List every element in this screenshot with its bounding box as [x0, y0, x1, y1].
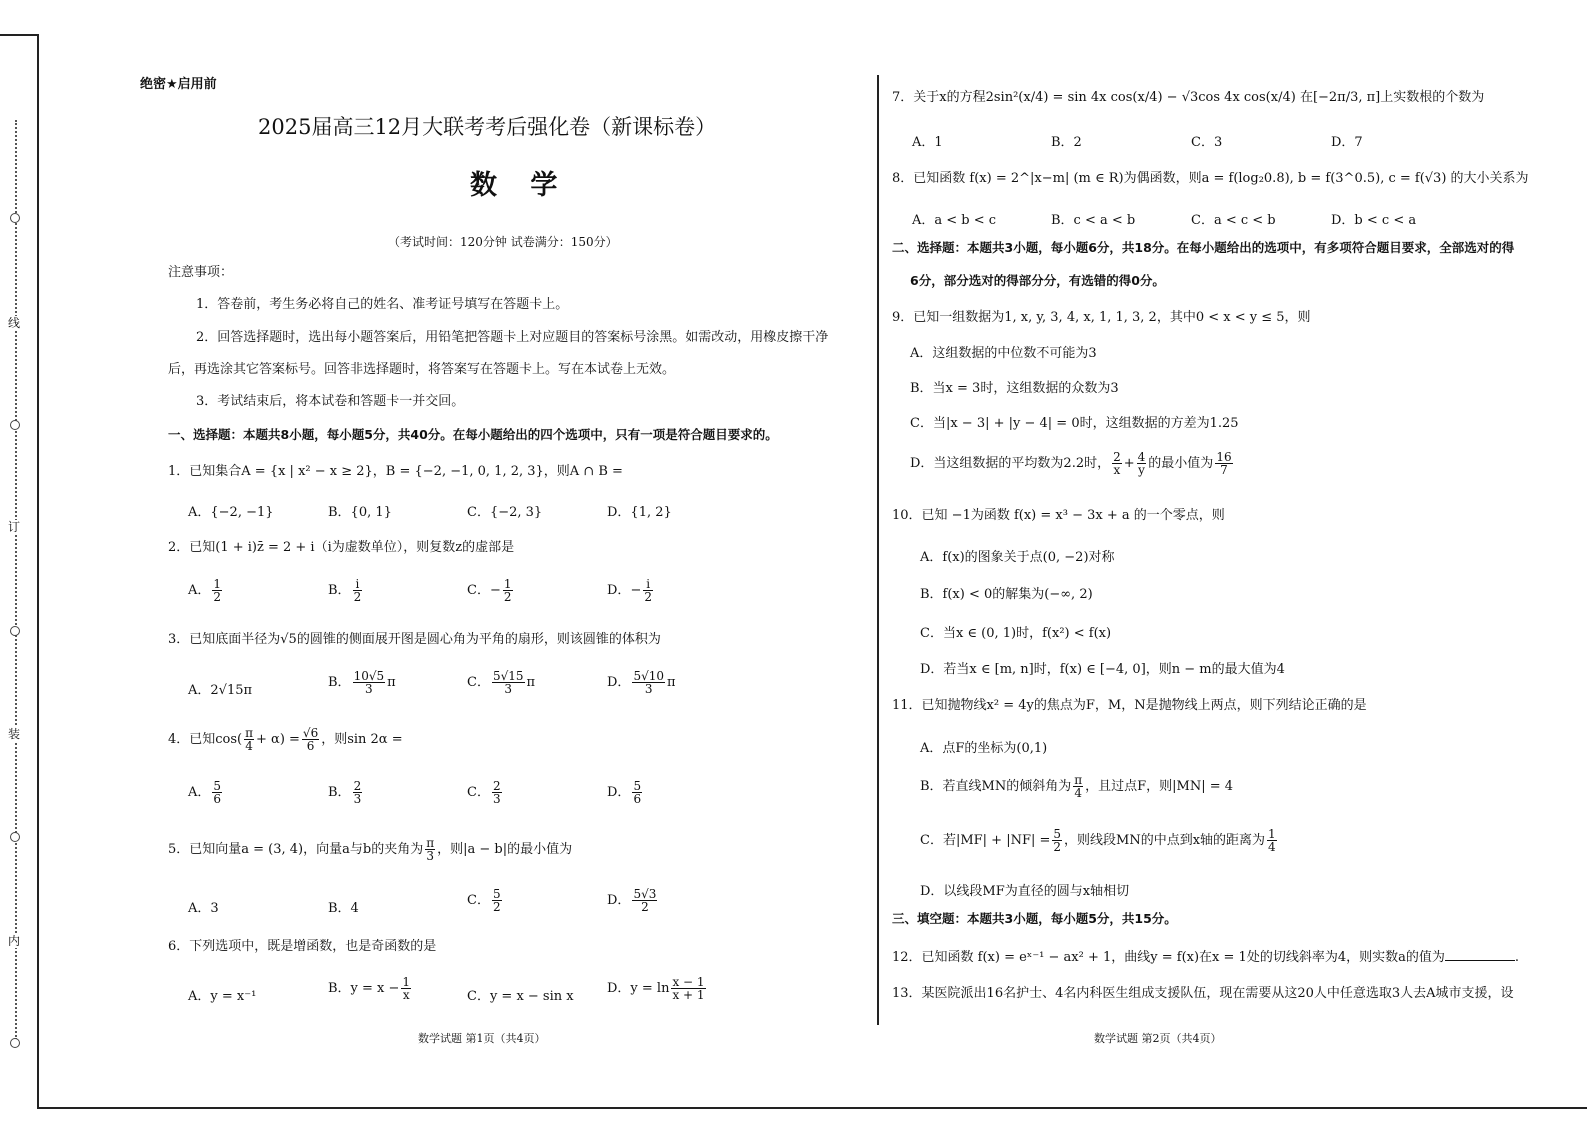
fraction-numerator: 1	[503, 577, 512, 591]
fraction-numerator: i	[643, 578, 653, 591]
q11-option-b	[920, 774, 1233, 799]
frame-bottom-line	[38, 1107, 1587, 1109]
q10-option-b: B．f(x) < 0的解集为(−∞, 2)	[920, 587, 1093, 602]
q2-option-d-label: D．	[607, 583, 631, 598]
exam-title: 2025届高三12月大联考考后强化卷（新课标卷）	[258, 115, 717, 139]
fraction-numerator: x − 1	[672, 975, 705, 989]
q3-option-c-label: C．	[467, 675, 490, 690]
fraction-denominator: 6	[306, 739, 315, 753]
section1-heading: 一、选择题：本题共8小题，每小题5分，共40分。在每小题给出的四个选项中，只有一项是符合题目要求的。	[168, 427, 778, 442]
binding-hole-circle	[10, 626, 20, 636]
fraction-numerator: √6	[302, 726, 319, 740]
fraction-denominator: 3	[504, 682, 513, 696]
fraction-numerator: 1	[213, 577, 222, 591]
fraction-numerator: 4	[1137, 450, 1146, 464]
q6-option-a: A．y = x⁻¹	[188, 989, 257, 1004]
fraction-numerator: 1	[402, 975, 411, 989]
note-item: 1．答卷前，考生务必将自己的姓名、准考证号填写在答题卡上。	[196, 297, 569, 312]
fraction-numerator: i	[353, 578, 363, 591]
q11-option-c	[920, 828, 1279, 853]
q4-option-a	[188, 780, 224, 805]
q7-stem: 7．关于x的方程2sin²(x/4) = sin 4x cos(x/4) − √3cos 4x cos(x/4) 在[−2π/3, π]上实数根的个数为	[892, 90, 1485, 105]
binding-hole-circle	[10, 213, 20, 223]
fraction	[1215, 451, 1232, 476]
fraction	[212, 780, 222, 805]
fraction-denominator: 2	[213, 590, 222, 604]
q8-option-c: C．a < c < b	[1191, 213, 1276, 228]
q4-option-c	[467, 780, 504, 805]
fraction	[302, 727, 319, 752]
page-footer-right: 数学试题 第2页（共4页）	[1094, 1032, 1222, 1045]
fraction-numerator: 5	[213, 779, 222, 793]
fraction-numerator: π	[1074, 773, 1083, 787]
fraction-numerator: 5√15	[492, 669, 524, 683]
fraction	[632, 670, 665, 695]
fraction	[1112, 451, 1122, 476]
q10-stem: 10．已知 −1为函数 f(x) = x³ − 3x + a 的一个零点，则	[892, 508, 1225, 523]
q8-stem: 8．已知函数 f(x) = 2^|x−m| (m ∈ R)为偶函数，则a = f(log₂0.8), b = f(3^0.5), c = f(√3) 的大小关系为	[892, 171, 1529, 186]
section2-heading-cont: 6分，部分选对的得部分分，有选错的得0分。	[910, 273, 1165, 288]
fraction-denominator: 2	[503, 590, 512, 604]
q3-option-a: A．2√15π	[188, 683, 253, 698]
fraction	[353, 670, 386, 695]
q4-option-c-label: C．	[467, 785, 490, 800]
q9-option-c: C．当|x − 3| + |y − 4| = 0时，这组数据的方差为1.25	[910, 416, 1239, 431]
q3-option-b	[328, 670, 396, 695]
q11-option-a: A．点F的坐标为(0,1)	[920, 741, 1048, 756]
fraction-denominator: 4	[1268, 840, 1276, 854]
fraction-numerator: 5√10	[633, 669, 664, 683]
fraction-denominator: x	[1113, 463, 1121, 477]
q4-option-b-label: B．	[328, 785, 351, 800]
fraction-numerator: 5	[633, 779, 642, 793]
q1-option-c: C．{−2, 3}	[467, 505, 543, 520]
q1-option-d: D．{1, 2}	[607, 505, 672, 520]
subject-title: 数 学	[470, 170, 570, 201]
q8-option-a: A．a < b < c	[912, 213, 997, 228]
fraction	[1137, 451, 1147, 476]
fraction-numerator: 2	[492, 779, 501, 793]
fraction-denominator: x + 1	[672, 988, 705, 1002]
q9-option-d-mid: 的最小值为	[1148, 456, 1214, 471]
fraction	[503, 578, 513, 603]
fraction-denominator: 2	[492, 900, 501, 914]
q2-option-a	[188, 578, 224, 603]
q5-option-b: B．4	[328, 901, 359, 916]
q5-option-c	[467, 888, 504, 913]
fraction-numerator: π	[245, 726, 254, 740]
q2-option-d-sign: −	[630, 583, 642, 598]
exam-info: （考试时间：120分钟 试卷满分：150分）	[388, 235, 618, 249]
q9-option-d-text: D．当这组数据的平均数为2.2时，	[910, 456, 1111, 471]
answer-blank[interactable]	[1445, 948, 1515, 961]
q4-option-a-label: A．	[188, 785, 211, 800]
q13-stem: 13．某医院派出16名护士、4名内科医生组成支援队伍，现在需要从这20人中任意选取3人去A城市支援，设	[892, 986, 1514, 1001]
q11-option-d: D．以线段MF为直径的圆与x轴相切	[920, 884, 1130, 899]
q4-option-b	[328, 780, 364, 805]
secret-label: 绝密★启用前	[140, 77, 217, 92]
fraction-denominator: 3	[353, 792, 362, 806]
fraction	[632, 888, 657, 913]
fraction-denominator: 2	[1053, 840, 1062, 854]
q9-option-a: A．这组数据的中位数不可能为3	[910, 346, 1097, 361]
fraction-denominator: 4	[1074, 786, 1083, 800]
fraction-denominator: 2	[641, 900, 649, 914]
q6-option-b	[328, 976, 413, 1001]
q5-stem-pre: 5．已知向量a = (3, 4)，向量a与b的夹角为	[168, 842, 424, 857]
binding-label-ding: 订	[8, 520, 21, 534]
q2-option-d	[607, 578, 655, 603]
fraction-denominator: 4	[245, 739, 253, 753]
q12-stem	[892, 948, 1519, 966]
binding-hole-circle	[10, 420, 20, 430]
fraction	[353, 578, 363, 603]
dotted-cut-line	[15, 120, 17, 1040]
binding-hole-circle	[10, 832, 20, 842]
note-item: 2．回答选择题时，选出每小题答案后，用铅笔把答题卡上对应题目的答案标号涂黑。如需改动，用橡皮擦干净	[196, 330, 829, 345]
q11-option-c-mid: ，则线段MN的中点到x轴的距离为	[1064, 833, 1266, 848]
q8-option-b: B．c < a < b	[1051, 213, 1136, 228]
q4-stem	[168, 727, 403, 752]
q7-option-d: D．7	[1331, 135, 1363, 150]
q6-option-c: C．y = x − sin x	[467, 989, 574, 1004]
q8-option-d: D．b < c < a	[1331, 213, 1417, 228]
q11-option-b-text: B．若直线MN的倾斜角为	[920, 779, 1072, 794]
q9-option-b: B．当x = 3时，这组数据的众数为3	[910, 381, 1119, 396]
q2-option-b	[328, 578, 364, 603]
binding-hole-circle	[10, 1038, 20, 1048]
fraction-numerator: π	[426, 836, 435, 850]
q5-stem	[168, 837, 572, 862]
q7-option-b: B．2	[1051, 135, 1082, 150]
binding-label-nei: 内	[8, 934, 21, 948]
fraction	[1073, 774, 1083, 799]
fraction	[425, 837, 435, 862]
binding-label-xian: 线	[8, 316, 21, 330]
q2-option-c	[467, 578, 515, 603]
q10-option-c: C．当x ∈ (0, 1)时，f(x²) < f(x)	[920, 626, 1112, 641]
fraction-denominator: x	[402, 988, 410, 1002]
fraction-denominator: 3	[365, 682, 373, 696]
note-item: 后，再选涂其它答案标号。回答非选择题时，将答案写在答题卡上。写在本试卷上无效。	[168, 362, 676, 377]
fraction	[212, 578, 222, 603]
fraction	[1267, 828, 1277, 853]
fraction-denominator: 7	[1220, 463, 1228, 477]
q2-stem: 2．已知(1 + i)z̄ = 2 + i（i为虚数单位），则复数z的虚部是	[168, 540, 515, 555]
fraction	[671, 976, 705, 1001]
fraction-numerator: 2	[1113, 450, 1121, 464]
q6-stem: 6．下列选项中，既是增函数，也是奇函数的是	[168, 939, 437, 954]
q12-stem-end: .	[1514, 950, 1519, 965]
section2-heading: 二、选择题：本题共3小题，每小题6分，共18分。在每小题给出的选项中，有多项符合题目要求，全部选对的得	[892, 240, 1515, 255]
frame-left-line	[37, 34, 39, 1109]
fraction-numerator: 10√5	[353, 669, 385, 683]
q7-option-c: C．3	[1191, 135, 1223, 150]
q4-option-d	[607, 780, 644, 805]
column-divider	[877, 75, 879, 1025]
q1-option-b: B．{0, 1}	[328, 505, 392, 520]
q6-option-d	[607, 976, 708, 1001]
q4-stem-post: ，则sin 2α =	[321, 732, 403, 747]
section3-heading: 三、填空题：本题共3小题，每小题5分，共15分。	[892, 911, 1177, 926]
fraction	[244, 727, 254, 752]
q1-stem: 1．已知集合A = {x | x² − x ≥ 2}，B = {−2, −1, 0, 1, 2, 3}，则A ∩ B =	[168, 464, 623, 479]
fraction-denominator: 6	[213, 792, 222, 806]
q11-option-b-post: ，且过点F，则|MN| = 4	[1085, 779, 1234, 794]
fraction-denominator: 3	[426, 849, 434, 863]
fraction	[632, 780, 642, 805]
fraction	[492, 670, 525, 695]
q4-stem-pre: 4．已知cos(	[168, 732, 243, 747]
q3-option-d	[607, 670, 676, 695]
q12-stem-text: 12．已知函数 f(x) = eˣ⁻¹ − ax² + 1，曲线y = f(x)在x = 1处的切线斜率为4，则实数a的值为	[892, 950, 1445, 965]
q6-option-b-label: B．y = x −	[328, 981, 400, 996]
fraction	[353, 780, 363, 805]
notes-heading: 注意事项：	[168, 265, 234, 280]
fraction-denominator: y	[1138, 463, 1145, 477]
q10-option-a: A．f(x)的图象关于点(0, −2)对称	[920, 550, 1115, 565]
q5-option-a: A．3	[188, 901, 219, 916]
fraction	[492, 888, 502, 913]
fraction	[401, 976, 411, 1001]
q2-option-b-label: B．	[328, 583, 351, 598]
q3-stem: 3．已知底面半径为√5的圆锥的侧面展开图是圆心角为平角的扇形，则该圆锥的体积为	[168, 632, 661, 647]
note-item: 3．考试结束后，将本试卷和答题卡一并交回。	[196, 394, 465, 409]
fraction-denominator: 3	[644, 682, 653, 696]
q10-option-d: D．若当x ∈ [m, n]时，f(x) ∈ [−4, 0]，则n − m的最大值为4	[920, 662, 1285, 677]
fraction	[492, 780, 502, 805]
q5-option-d-label: D．	[607, 893, 631, 908]
fraction-denominator: 6	[633, 792, 642, 806]
fraction-denominator: 2	[644, 590, 652, 604]
binding-margin	[0, 0, 40, 1122]
q3-option-d-label: D．	[607, 675, 631, 690]
q1-option-a: A．{−2, −1}	[188, 505, 274, 520]
q2-option-c-sign: −	[489, 583, 501, 598]
q2-option-a-label: A．	[188, 583, 211, 598]
page-footer-left: 数学试题 第1页（共4页）	[418, 1032, 546, 1045]
q5-option-d	[607, 888, 659, 913]
q11-stem: 11．已知抛物线x² = 4y的焦点为F，M，N是抛物线上两点，则下列结论正确的是	[892, 698, 1367, 713]
q6-option-d-label: D．y = ln	[607, 981, 670, 996]
q4-stem-mid: + α) =	[256, 732, 300, 747]
q3-option-b-label: B．	[328, 675, 351, 690]
fraction-numerator: 5	[492, 887, 501, 901]
q3-option-c	[467, 670, 535, 695]
fraction-denominator: 3	[492, 792, 501, 806]
fraction-numerator: 1	[1268, 827, 1276, 841]
frame-top-left-tick	[0, 34, 38, 36]
q2-option-c-label: C．	[467, 583, 490, 598]
plus-sign: +	[1123, 456, 1135, 471]
fraction-numerator: 16	[1216, 450, 1232, 464]
fraction-denominator: 2	[353, 590, 362, 604]
pi-symbol: π	[526, 675, 536, 690]
fraction-numerator: 5√3	[633, 887, 657, 901]
fraction	[1052, 828, 1062, 853]
q9-stem: 9．已知一组数据为1, x, y, 3, 4, x, 1, 1, 3, 2，其中0 < x < y ≤ 5，则	[892, 310, 1311, 325]
q5-stem-post: ，则|a − b|的最小值为	[437, 842, 573, 857]
q7-option-a: A．1	[912, 135, 943, 150]
q9-option-d	[910, 451, 1235, 476]
pi-symbol: π	[387, 675, 396, 690]
binding-label-zhuang: 装	[8, 727, 21, 741]
q4-option-d-label: D．	[607, 785, 631, 800]
fraction	[643, 578, 653, 603]
q5-option-c-label: C．	[467, 893, 490, 908]
pi-symbol: π	[667, 675, 676, 690]
q11-option-c-text: C．若|MF| + |NF| =	[920, 833, 1051, 848]
fraction-numerator: 5	[1053, 827, 1062, 841]
fraction-numerator: 2	[353, 779, 362, 793]
